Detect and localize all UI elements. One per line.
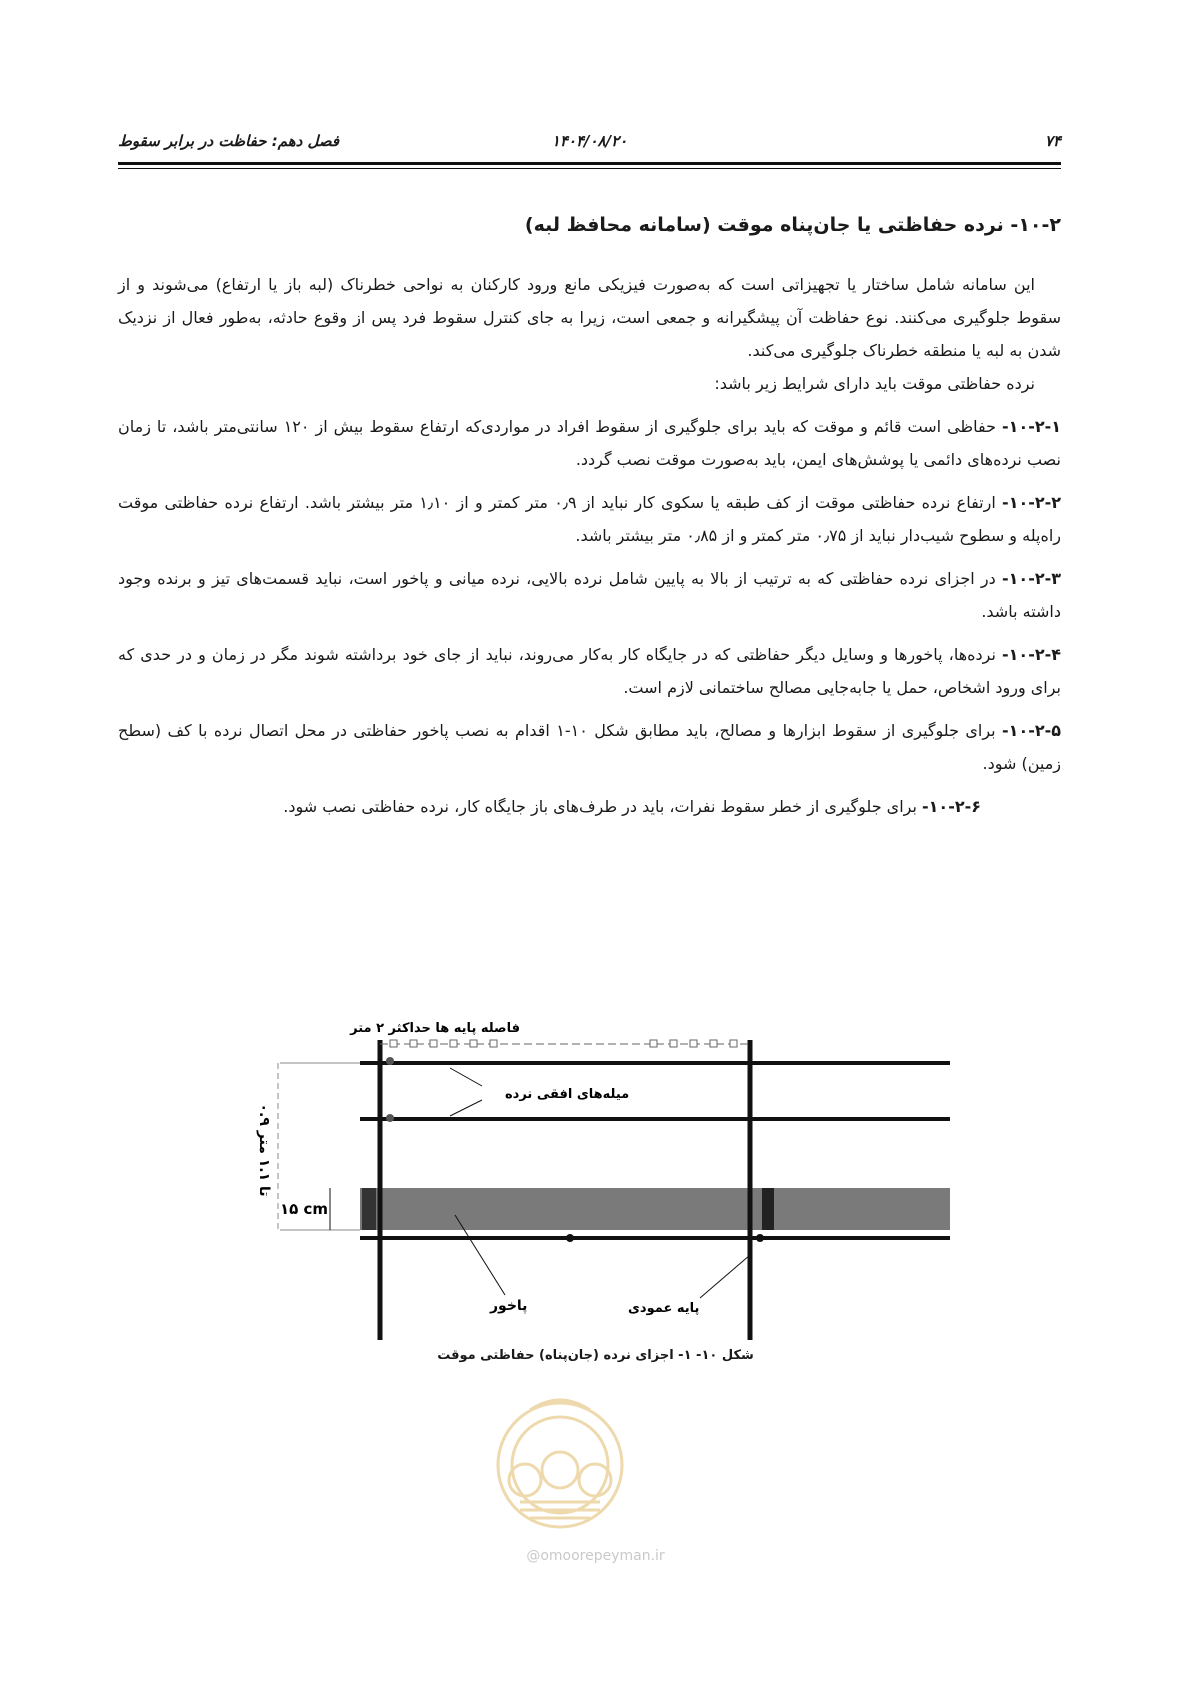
watermark-logo	[480, 1380, 640, 1540]
guardrail-figure	[250, 1000, 950, 1355]
list-item	[118, 714, 1061, 780]
item-text: برای جلوگیری از خطر سقوط نفرات، باید در طرف‌های باز جایگاه کار، نرده حفاظتی نصب شود.	[283, 797, 923, 816]
toeboard-post-joint	[362, 1188, 376, 1230]
date-stamp: ۱۴۰۴/۰۸/۲۰	[551, 132, 628, 150]
toeboard-post-joint	[762, 1188, 774, 1230]
list-item	[118, 410, 1061, 476]
item-text: برای جلوگیری از سقوط ابزارها و مصالح، باید مطابق شکل ۱۰-۱ اقدام به نصب پاخور حفاظتی در محل اتصال نرده با کف (سطح زمین) شود.	[118, 721, 1061, 773]
height-range-label: ۰.۹ تا ۱.۱ متر	[256, 1103, 272, 1197]
intro-lead-in: نرده حفاظتی موقت باید دارای شرایط زیر باشد:	[714, 374, 1035, 393]
rail-clamp	[566, 1234, 574, 1242]
item-text: در اجزای نرده حفاظتی که به ترتیب از بالا به پایین شامل نرده بالایی، نرده میانی و پاخور است، نباید قسمت‌های تیز و برنده وجود داشته باشد.	[118, 569, 1061, 621]
toeboard-label: پاخور	[490, 1298, 528, 1314]
item-number: ۱۰-۲-۱-	[1002, 417, 1062, 436]
list-item	[118, 562, 1061, 628]
gear-seal-icon	[480, 1380, 640, 1540]
rail-clamp	[386, 1114, 394, 1122]
vertical-post-label: پایه عمودی	[628, 1301, 700, 1316]
item-text: نرده‌ها، پاخورها و وسایل دیگر حفاظتی که در جایگاه کار به‌کار می‌روند، نباید از جای خود برداشته شوند مگر در زمان و در حدی که برای ورود اشخاص، حمل یا جابه‌جایی مصالح ساختمانی لازم است.	[118, 645, 1061, 697]
item-number: ۱۰-۲-۲-	[1002, 493, 1062, 512]
toeboard-height-label: ۱۵ cm	[280, 1200, 329, 1218]
item-number: ۱۰-۲-۵-	[1002, 721, 1062, 740]
rails-label: میله‌های افقی نرده	[505, 1087, 630, 1102]
rail-clamp	[756, 1234, 764, 1242]
post-spacing-label: فاصله پایه ها حداکثر ۲ متر	[350, 1021, 520, 1036]
header-rule-thin	[118, 168, 1061, 169]
toeboard	[360, 1188, 950, 1230]
list-item	[118, 790, 1061, 823]
item-text: ارتفاع نرده حفاظتی موقت از کف طبقه یا سکوی کار نباید از ۰٫۹ متر کمتر و از ۱٫۱۰ متر بیشتر باشد. ارتفاع نرده حفاظتی موقت راه‌پله و سطوح شیب‌دار نباید از ۰٫۷۵ متر کمتر و از ۰٫۸۵ متر بیشتر باشد.	[118, 493, 1061, 545]
rails-leader-line	[450, 1068, 482, 1086]
page-body	[118, 210, 1061, 823]
section-title: ۱۰-۲- نرده حفاظتی یا جان‌پناه موقت (سامانه محافظ لبه)	[524, 214, 1061, 236]
watermark-url: @omoorepeyman.ir	[526, 1548, 665, 1564]
post-leader-line	[700, 1255, 750, 1298]
list-item	[118, 486, 1061, 552]
intro-paragraph: این سامانه شامل ساختار یا تجهیزاتی است که به‌صورت فیزیکی مانع ورود کارکنان به نواحی خطرناک (لبه باز یا ارتفاع) می‌شوند و از سقوط جلوگیری می‌کنند. نوع حفاظت آن پیشگیرانه و جمعی است، زیرا به جای کنترل سقوط فرد پس از وقوع حادثه، به‌طور فعال از نزدیک شدن به لبه یا منطقه خطرناک جلوگیری می‌کند.	[118, 275, 1061, 360]
chapter-title: فصل دهم: حفاظت در برابر سقوط	[118, 132, 340, 150]
item-number: ۱۰-۲-۴-	[1002, 645, 1061, 664]
rail-clamp	[386, 1057, 394, 1065]
guardrail-diagram	[250, 1000, 950, 1355]
item-number: ۱۰-۲-۳-	[1002, 569, 1061, 588]
item-text: حفاظی است قائم و موقت که باید برای جلوگیری از سقوط افراد در مواردی‌که ارتفاع سقوط بیش از ۱۲۰ سانتی‌متر باشد، تا زمان نصب نرده‌های دائمی یا پوشش‌های ایمن، باید به‌صورت موقت نصب گردد.	[118, 417, 1061, 469]
rails-leader-line	[450, 1100, 482, 1116]
list-item	[118, 638, 1061, 704]
item-number: ۱۰-۲-۶-	[922, 797, 981, 816]
header-rule-thick	[118, 162, 1061, 165]
figure-caption: شکل ۱۰- ۱- اجزای نرده (جان‌پناه) حفاظتی موقت	[437, 1348, 754, 1363]
page-header	[118, 132, 1061, 162]
page-number: ۷۴	[1044, 132, 1061, 150]
